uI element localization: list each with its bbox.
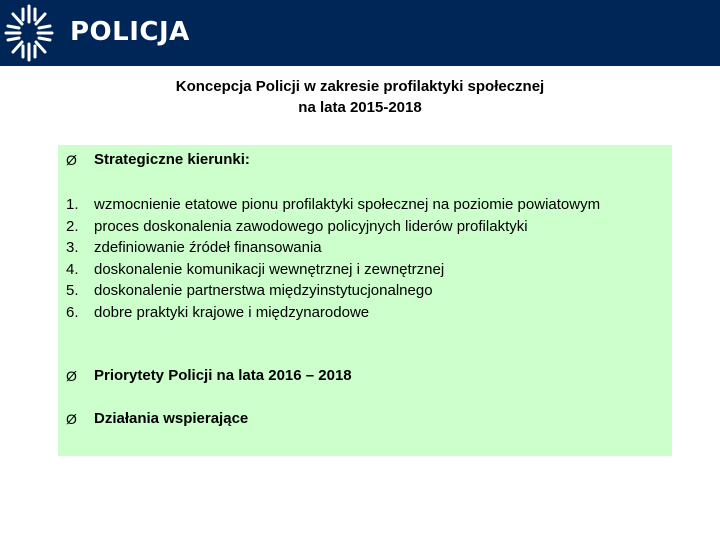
list-item (66, 280, 666, 302)
header-bar (0, 0, 720, 66)
list-item (66, 302, 666, 324)
list-item-number: 5. (66, 282, 79, 299)
logo-text: POLICJA (70, 17, 190, 47)
list-item-text: doskonalenie komunikacji wewnętrznej i zewnętrznej (94, 260, 445, 278)
section-strategic-label: Strategiczne kierunki: (94, 151, 250, 168)
list-item-number: 6. (66, 303, 79, 321)
list-item (66, 194, 666, 216)
title-line-2: na lata 2015-2018 (298, 99, 422, 116)
list-item-number: 4. (66, 260, 79, 278)
section-priorities (66, 366, 352, 386)
list-item-number: 2. (66, 217, 79, 235)
list-item-text: wzmocnienie etatowe pionu profilaktyki społecznej na poziomie powiatowym (94, 196, 601, 213)
arrow-bullet-icon: Ø (66, 411, 77, 427)
list-item (66, 237, 666, 259)
list-item-text: zdefiniowanie źródeł finansowania (94, 239, 322, 256)
list-item-text: dobre praktyki krajowe i międzynarodowe (94, 303, 370, 321)
list-item (66, 259, 666, 281)
list-item-number: 3. (66, 239, 79, 256)
arrow-bullet-icon: Ø (66, 368, 77, 384)
section-support (66, 409, 248, 429)
police-star-icon (4, 4, 54, 62)
section-strategic (66, 150, 250, 170)
numbered-list (66, 194, 666, 323)
title-line-1: Koncepcja Policji w zakresie profilaktyki społecznej (175, 78, 545, 95)
list-item-number: 1. (66, 196, 79, 213)
list-item-text: proces doskonalenia zawodowego policyjnych liderów profilaktyki (94, 217, 528, 235)
page-title (60, 76, 660, 118)
section-priorities-label: Priorytety Policji na lata 2016 – 2018 (94, 367, 352, 384)
section-support-label: Działania wspierające (94, 410, 249, 427)
arrow-bullet-icon: Ø (66, 152, 77, 168)
list-item-text: doskonalenie partnerstwa międzyinstytucjonalnego (94, 282, 433, 299)
list-item (66, 216, 666, 238)
